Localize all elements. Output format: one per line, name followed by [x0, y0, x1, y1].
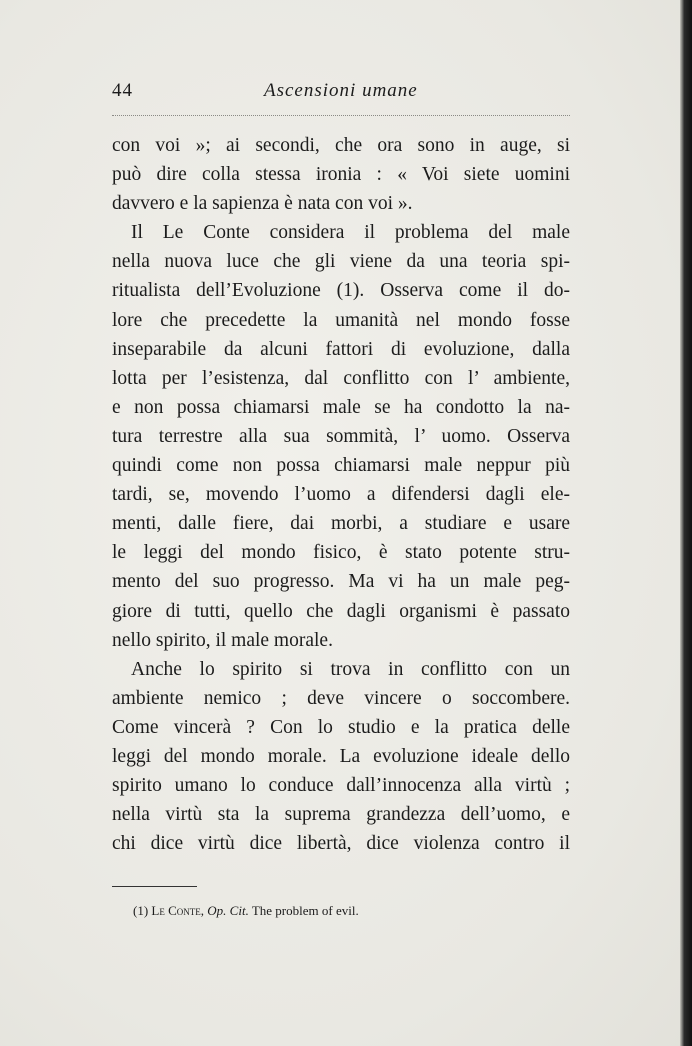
text-line: e non possa chiamarsi male se ha condotto la na-	[112, 396, 570, 418]
text-line: lore che precedette la umanità nel mondo fosse	[112, 309, 570, 331]
text-line: nello spirito, il male morale.	[112, 629, 333, 651]
text-line: ritualista dell’Evoluzione (1). Osserva come il do-	[112, 280, 570, 302]
running-head	[112, 80, 570, 114]
binding-edge	[680, 0, 692, 1046]
text-line: leggi del mondo morale. La evoluzione ideale dello	[112, 745, 570, 767]
running-title: Ascensioni umane	[264, 80, 418, 101]
footnote-rule	[112, 886, 197, 887]
text-line: davvero e la sapienza è nata con voi ».	[112, 193, 413, 215]
text-line: le leggi del mondo fisico, è stato potente stru-	[112, 542, 570, 564]
body-text	[112, 131, 570, 858]
footnote-marker: (1)	[133, 903, 149, 918]
footnote	[133, 903, 359, 919]
text-line: menti, dalle fiere, dai morbi, a studiare e usare	[112, 513, 570, 535]
text-line: ambiente nemico ; deve vincere o soccombere.	[112, 687, 570, 709]
text-line: con voi »; ai secondi, che ora sono in auge, si	[112, 135, 570, 156]
footnote-text: The problem of evil.	[251, 903, 359, 918]
text-line: inseparabile da alcuni fattori di evoluzione, dalla	[112, 338, 570, 360]
text-line: Come vincerà ? Con lo studio e la pratica delle	[112, 716, 570, 738]
text-line: mento del suo progresso. Ma vi ha un male peg-	[112, 571, 570, 593]
footnote-author: Le Conte,	[151, 903, 205, 918]
page-number: 44	[112, 80, 133, 101]
text-line: Il Le Conte considera il problema del male	[131, 222, 570, 244]
text-line: nella virtù sta la suprema grandezza dell’uomo, e	[112, 804, 570, 826]
text-line: quindi come non possa chiamarsi male neppur più	[112, 455, 570, 477]
text-line: Anche lo spirito si trova in conflitto con un	[131, 658, 570, 680]
text-line: lotta per l’esistenza, dal conflitto con l’ ambiente,	[112, 367, 570, 389]
text-line: tardi, se, movendo l’uomo a difendersi dagli ele-	[112, 484, 570, 506]
text-line: chi dice virtù dice libertà, dice violenza contro il	[112, 833, 570, 855]
footnote-reference: Op. Cit.	[207, 903, 249, 918]
text-line: spirito umano lo conduce dall’innocenza alla virtù ;	[112, 775, 570, 797]
text-line: nella nuova luce che gli viene da una teoria spi-	[112, 251, 570, 273]
text-line: può dire colla stessa ironia : « Voi siete uomini	[112, 164, 570, 186]
header-rule	[112, 115, 570, 116]
text-line: tura terrestre alla sua sommità, l’ uomo. Osserva	[112, 425, 570, 447]
text-line: giore di tutti, quello che dagli organismi è passato	[112, 600, 570, 622]
